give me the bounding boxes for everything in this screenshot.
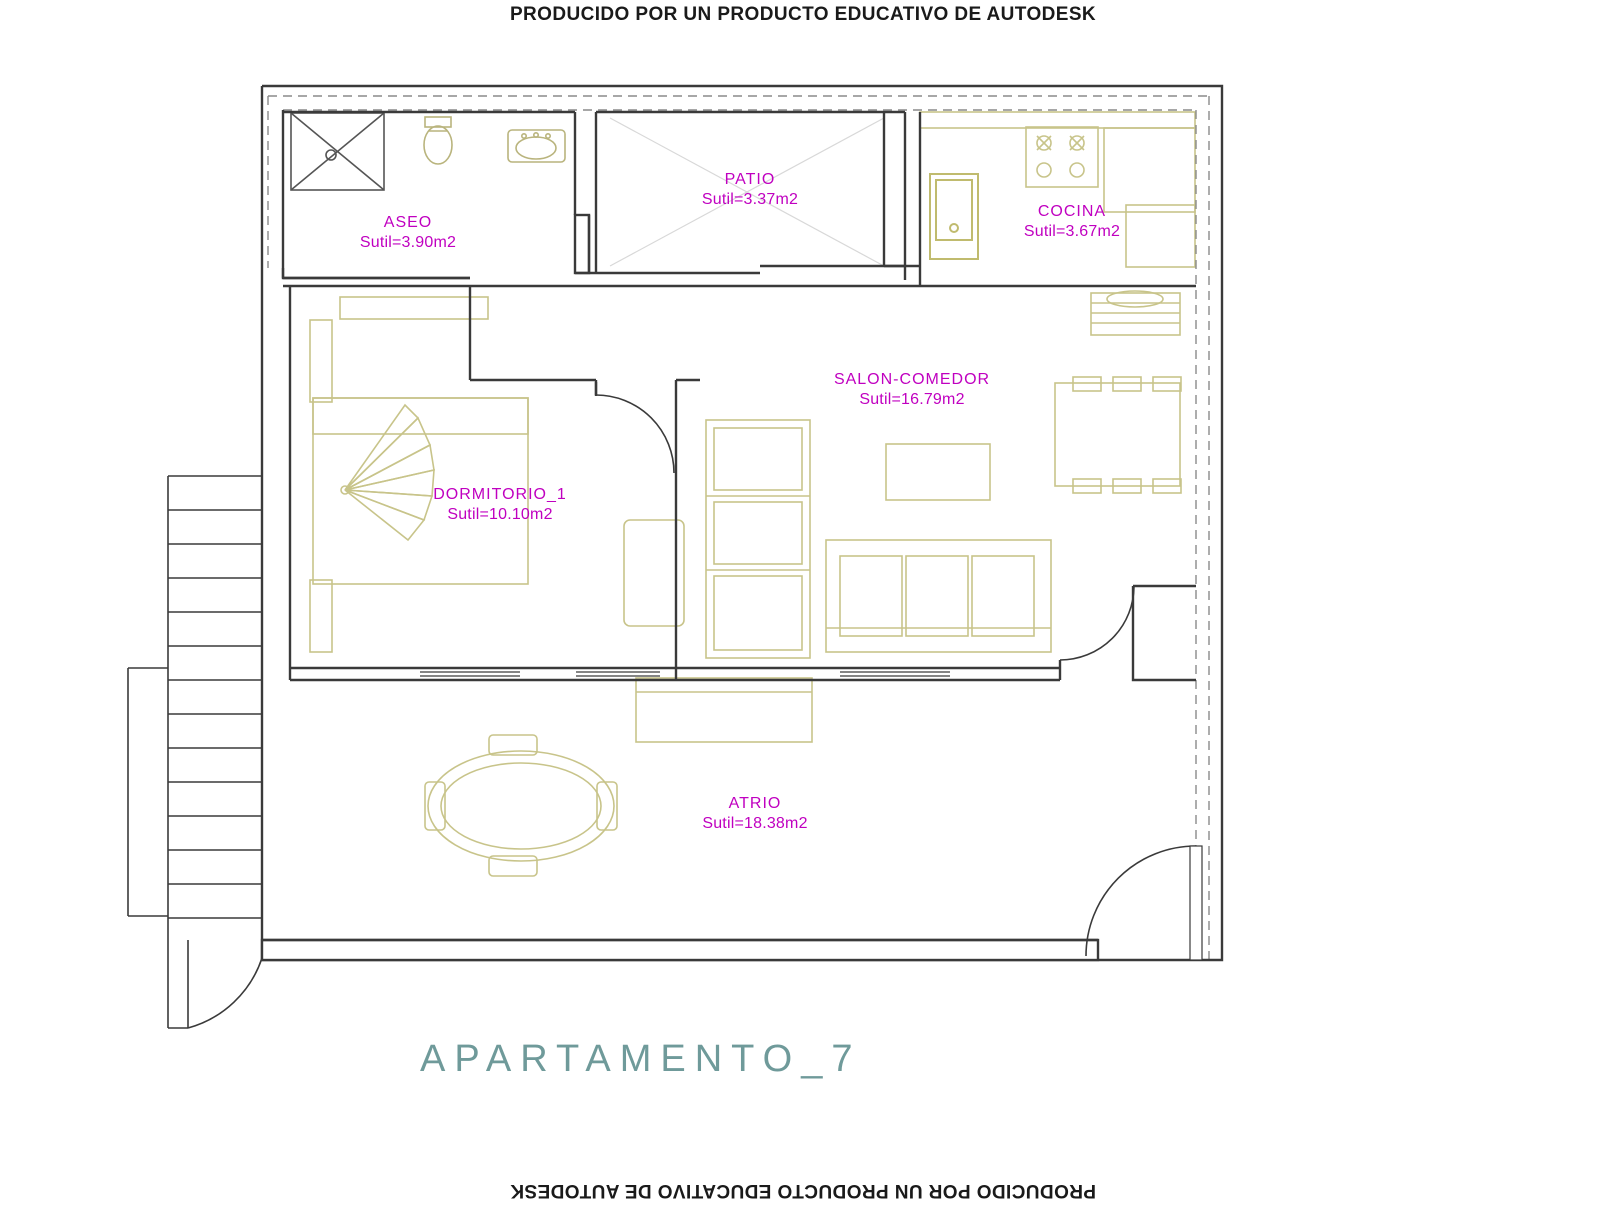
room-label-patio (680, 170, 820, 210)
room-name-aseo: ASEO (383, 214, 433, 231)
dining-set (1055, 377, 1181, 493)
room-label-cocina (997, 202, 1147, 242)
atrio-console (636, 678, 812, 742)
room-name-dormitorio-1: DORMITORIO_1 (433, 486, 567, 503)
sink-fixture (508, 130, 565, 162)
room-label-salon-comedor (797, 370, 1027, 410)
bookcase (706, 420, 810, 658)
wardrobe-left (310, 320, 332, 402)
room-area-cocina: Sutil=3.67m2 (1023, 223, 1121, 240)
nightstand-left (310, 580, 332, 652)
sideboard-unit (1091, 291, 1180, 335)
room-area-salon-comedor: Sutil=16.79m2 (859, 391, 965, 408)
room-label-atrio (665, 794, 845, 834)
room-area-aseo: Sutil=3.90m2 (359, 234, 457, 251)
coffee-table (886, 444, 990, 500)
room-name-cocina: COCINA (1037, 203, 1107, 220)
room-area-patio: Sutil=3.37m2 (701, 191, 799, 208)
staircase (128, 476, 262, 1028)
room-name-patio: PATIO (724, 171, 776, 188)
room-area-dormitorio-1: Sutil=10.10m2 (447, 506, 553, 523)
cooktop (1026, 127, 1098, 187)
room-name-atrio: ATRIO (728, 795, 782, 812)
refrigerator (930, 174, 978, 259)
room-name-salon-comedor: SALON-COMEDOR (833, 371, 991, 388)
atrio-oval-table (425, 735, 617, 876)
room-label-dormitorio-1 (400, 485, 600, 525)
autodesk-educational-banner-bottom: PRODUCIDO POR UN PRODUCTO EDUCATIVO DE AUTODESK (509, 1180, 1097, 1201)
autodesk-educational-banner-top: PRODUCIDO POR UN PRODUCTO EDUCATIVO DE AUTODESK (509, 4, 1097, 25)
shower-fixture (291, 113, 384, 190)
room-area-atrio: Sutil=18.38m2 (702, 815, 808, 832)
kitchen-counter (920, 112, 1195, 267)
plan-title: APARTAMENTO_7 (420, 1038, 862, 1080)
toilet-fixture (424, 117, 452, 164)
wardrobe-top (340, 297, 488, 319)
room-label-aseo (333, 213, 483, 253)
sofa (826, 540, 1051, 652)
